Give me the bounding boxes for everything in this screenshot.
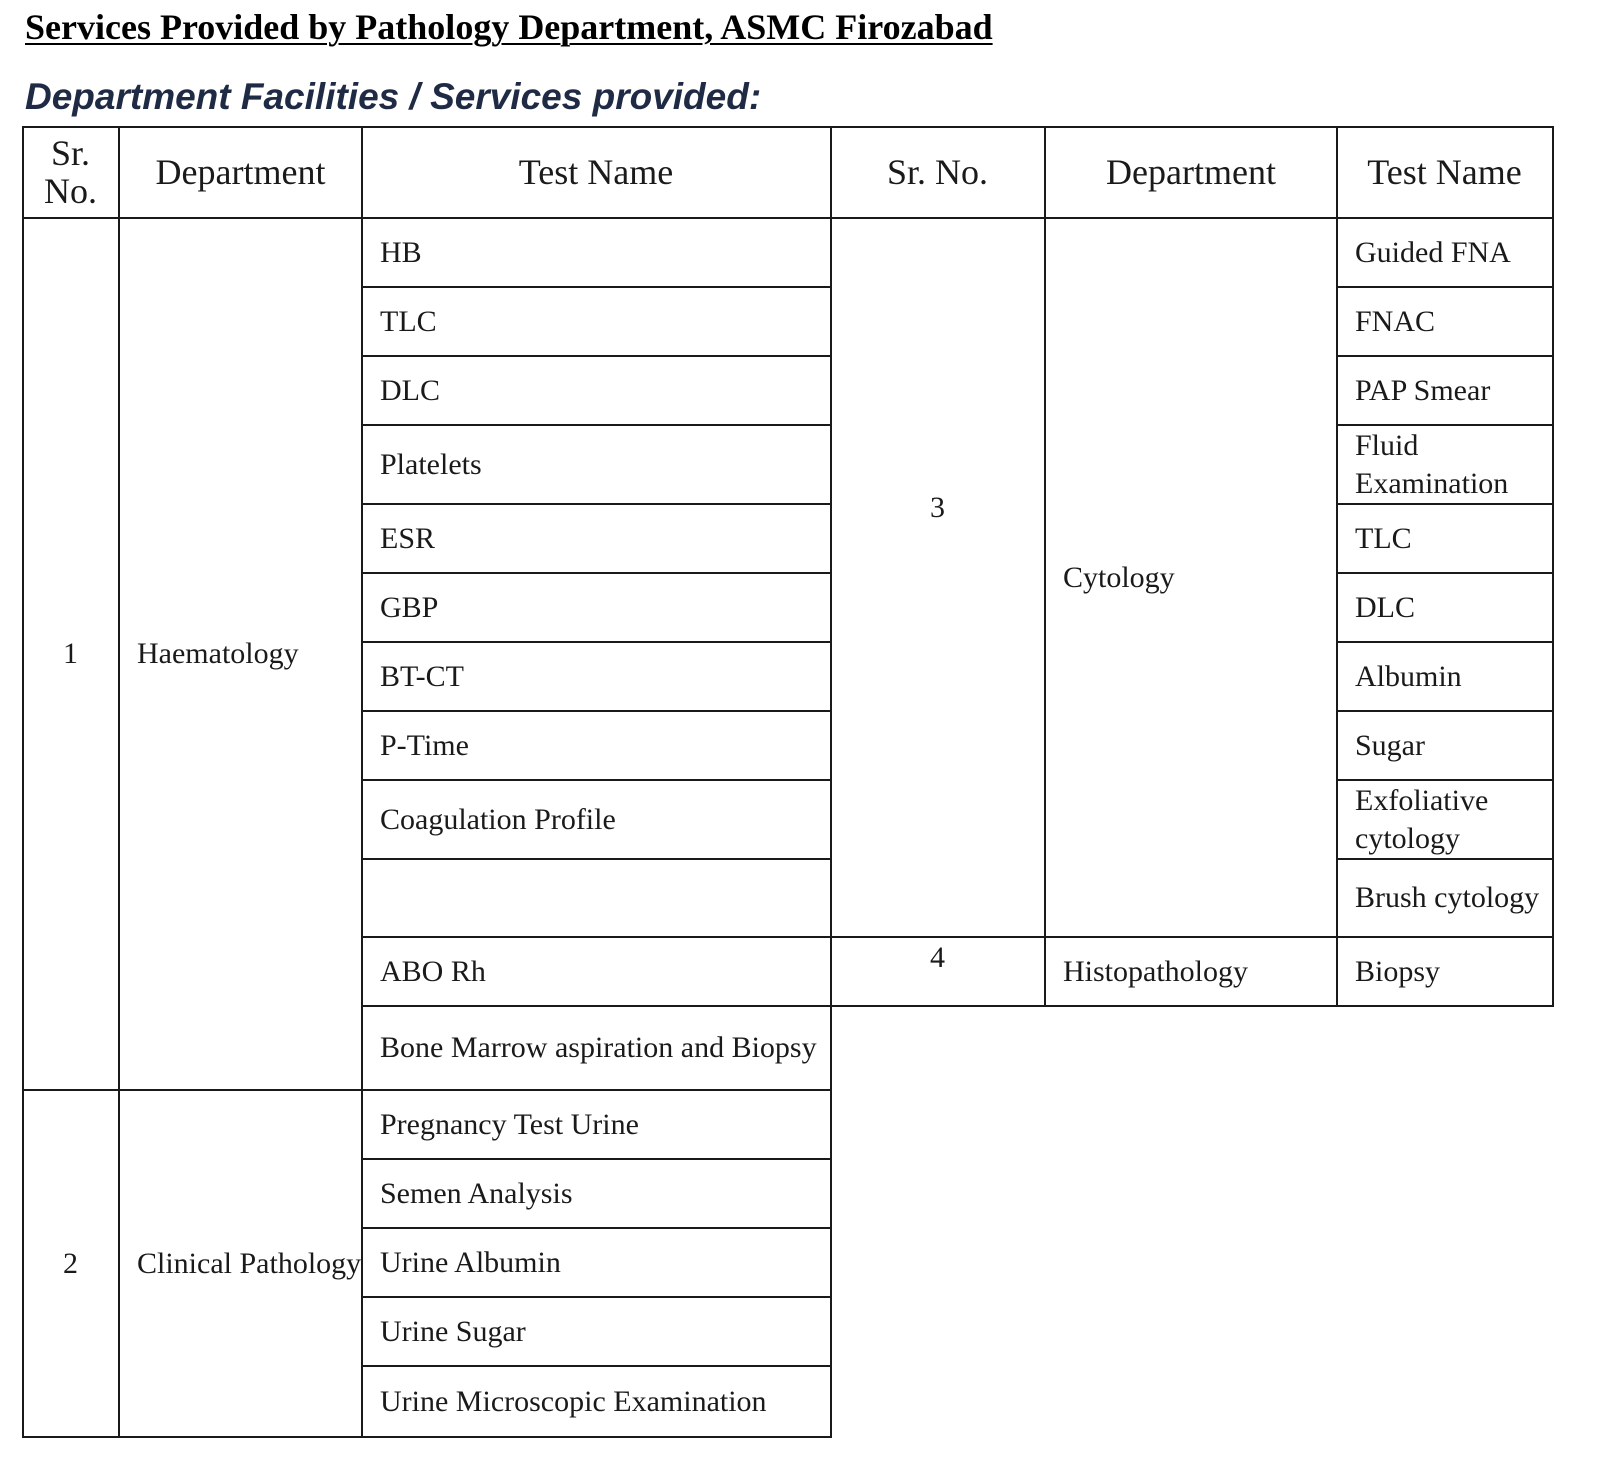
sr-no-2: 2	[63, 1246, 78, 1280]
row-divider	[362, 1005, 830, 1007]
row-divider	[362, 503, 830, 505]
test-esr: ESR	[380, 521, 436, 555]
row-divider	[362, 710, 830, 712]
header-test-name-left: Test Name	[518, 152, 674, 192]
row-divider-right	[1337, 641, 1552, 643]
table-border-left	[22, 126, 24, 1438]
test-abo-rh: ABO Rh	[380, 954, 486, 988]
header-divider	[22, 217, 1552, 219]
header-test-name-right: Test Name	[1367, 152, 1522, 192]
test-fluid-examination: Fluid Examination	[1355, 428, 1509, 500]
table-border-bottom-left	[22, 1436, 832, 1438]
row-divider-right	[1337, 858, 1552, 860]
row-divider-right	[1337, 355, 1552, 357]
row-divider	[362, 1365, 830, 1367]
row-divider	[362, 355, 830, 357]
col-divider	[1336, 126, 1338, 1007]
test-tlc: TLC	[380, 304, 437, 338]
sr-no-4: 4	[930, 941, 945, 974]
row-divider-right	[1337, 710, 1552, 712]
table-border-right	[1552, 126, 1554, 1007]
test-bt-ct: BT-CT	[380, 659, 464, 693]
sr-no-1: 1	[63, 637, 78, 670]
row-divider	[362, 858, 830, 860]
header-department-left: Department	[155, 152, 326, 192]
test-empty	[362, 859, 830, 937]
row-divider	[362, 641, 830, 643]
row-divider	[362, 572, 830, 574]
table-border-top	[22, 126, 1552, 128]
test-hb: HB	[380, 235, 422, 269]
test-urine-albumin: Urine Albumin	[380, 1245, 561, 1279]
row-divider	[362, 1296, 830, 1298]
test-urine-microscopic: Urine Microscopic Examination	[380, 1384, 767, 1418]
col-divider-middle	[830, 126, 832, 1438]
test-gbp: GBP	[380, 590, 439, 624]
header-department-right: Department	[1106, 152, 1276, 192]
test-semen-analysis: Semen Analysis	[380, 1176, 573, 1210]
test-sugar: Sugar	[1355, 728, 1425, 762]
test-urine-sugar: Urine Sugar	[380, 1314, 526, 1348]
test-brush-cytology: Brush cytology	[1355, 881, 1540, 914]
test-albumin: Albumin	[1355, 659, 1462, 693]
test-pap-smear: PAP Smear	[1355, 373, 1491, 407]
test-dlc: DLC	[380, 373, 440, 407]
department-cytology: Cytology	[1063, 560, 1175, 594]
col-divider	[361, 126, 363, 1438]
department-histopathology: Histopathology	[1063, 954, 1248, 988]
row-divider	[362, 286, 830, 288]
test-fnac: FNAC	[1355, 304, 1436, 338]
row-divider-right	[1337, 286, 1552, 288]
row-divider	[362, 936, 830, 938]
header-sr-no-left: Sr. No.	[44, 133, 97, 211]
row-divider-right	[1337, 779, 1552, 781]
header-sr-no-right: Sr. No.	[886, 152, 989, 192]
row-divider	[362, 1158, 830, 1160]
group-divider-right	[830, 936, 1552, 938]
sr-no-3: 3	[930, 491, 945, 524]
test-tlc-cytology: TLC	[1355, 521, 1412, 555]
col-divider	[118, 126, 120, 1438]
department-haematology: Haematology	[137, 637, 299, 670]
test-biopsy: Biopsy	[1355, 954, 1441, 988]
test-dlc-cytology: DLC	[1355, 590, 1415, 624]
test-p-time: P-Time	[380, 728, 469, 762]
test-bone-marrow: Bone Marrow aspiration and Biopsy	[380, 1031, 817, 1064]
group-divider-left	[22, 1089, 830, 1091]
row-divider	[362, 779, 830, 781]
test-guided-fna: Guided FNA	[1355, 235, 1511, 269]
test-exfoliative-cytology: Exfoliative cytology	[1355, 783, 1489, 855]
row-divider	[362, 1227, 830, 1229]
row-divider-right	[1337, 424, 1552, 426]
test-pregnancy-test-urine: Pregnancy Test Urine	[380, 1107, 639, 1141]
page-title: Services Provided by Pathology Department, ASMC Firozabad	[25, 7, 993, 47]
department-clinical-pathology: Clinical Pathology	[137, 1246, 362, 1280]
test-coagulation-profile: Coagulation Profile	[380, 802, 616, 836]
col-divider	[1044, 126, 1046, 1007]
row-divider-right	[1337, 503, 1552, 505]
row-divider	[362, 424, 830, 426]
test-platelets: Platelets	[380, 447, 482, 481]
section-subtitle: Department Facilities / Services provided:	[25, 76, 762, 117]
row-divider-right	[1337, 572, 1552, 574]
table-border-bottom-right	[830, 1005, 1554, 1007]
